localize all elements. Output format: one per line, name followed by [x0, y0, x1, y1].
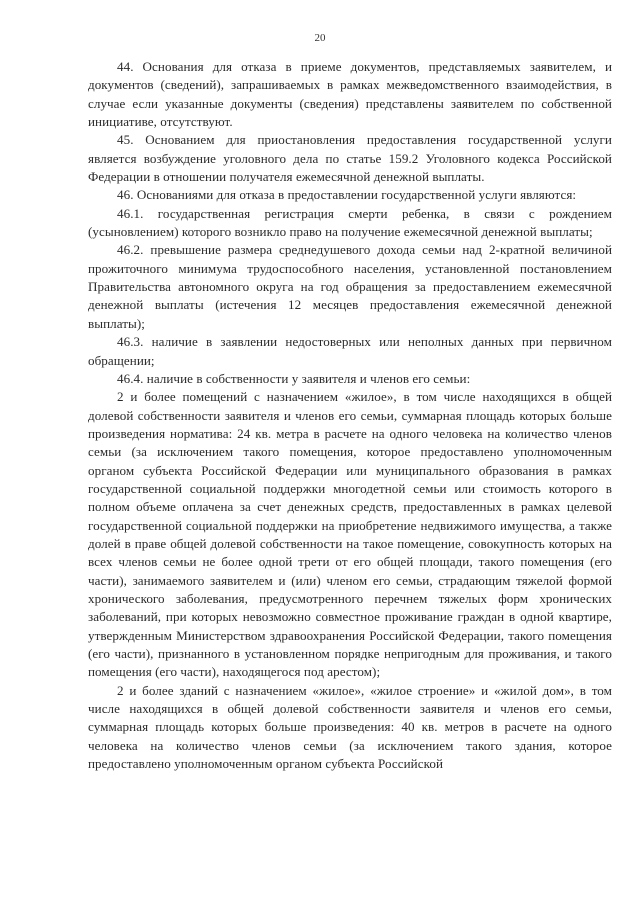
- paragraph-46-4: 46.4. наличие в собственности у заявителя и членов его семьи:: [117, 370, 471, 386]
- paragraph-46-1: 46.1. государственная регистрация смерти ребенка, в связи с рождением (усыновлением) которого возникло право на получение ежемесячной денежной выплаты;: [88, 205, 612, 240]
- paragraph-buildings: 2 и более зданий с назначением «жилое», «жилое строение» и «жилой дом», в том числе находящихся в общей долевой собственности заявителя и членов его семьи, суммарная площадь которых больше произведения: 40 кв. метров в расчете на одного человека на количество членов семьи (за исключением такого здания, которое предоставлено уполномоченным органом субъекта Российской: [88, 682, 612, 772]
- page-number: 20: [314, 32, 326, 44]
- document-body: [88, 58, 612, 773]
- paragraph-45: 45. Основанием для приостановления предоставления государственной услуги является возбуждение уголовного дела по статье 159.2 Уголовного кодекса Российской Федерации в отношении получателя ежемесячной денежной выплаты.: [88, 132, 612, 185]
- paragraph-46: 46. Основаниями для отказа в предоставлении государственной услуги являются:: [117, 187, 577, 203]
- paragraph-46-3: 46.3. наличие в заявлении недостоверных или неполных данных при первичном обращении;: [88, 334, 612, 368]
- paragraph-46-2: 46.2. превышение размера среднедушевого дохода семьи над 2-кратной величиной прожиточного минимума трудоспособного населения, установленной постановлением Правительства автономного округа на год обращения за предоставлением ежемесячной денежной выплаты (истечения 12 месяцев предоставления ежемесячной денежной выплаты);: [88, 242, 612, 331]
- paragraph-premises: 2 и более помещений с назначением «жилое», в том числе находящихся в общей долевой собственности заявителя и членов его семьи, суммарная площадь которых больше произведения норматива: 24 кв. метра в расчете на одного человека на количество членов семьи (за исключением такого помещения, которое предоставлено уполномоченным органом субъекта Российской Федерации или муниципального образования в рамках государственной социальной поддержки многодетной семьи или стоимость которого в полном объеме оплачена за счет денежных средств, предоставленных в рамках целевой государственной социальной поддержки на приобретение недвижимого имущества, а также долей в праве общей долевой собственности на такое помещение, совокупность которых на всех членов семьи не более одной трети от его общей площади, такого помещения (его части), занимаемого заявителем и (или) членом его семьи, страдающим тяжелой формой хронического заболевания, предусмотренного перечнем тяжелых форм хронических заболеваний, при которых невозможно совместное проживание граждан в одной квартире, утвержденным Министерством здравоохранения Российской Федерации, такого помещения (его части), признанного в установленном порядке непригодным для проживания, и такого помещения (его части), находящегося под арестом);: [88, 389, 612, 680]
- paragraph-44: 44. Основания для отказа в приеме документов, представляемых заявителем, и документов (сведений), запрашиваемых в рамках межведомственного взаимодействия, в случае если указанные документы (сведения) представлены заявителем по собственной инициативе, отсутствуют.: [88, 59, 612, 130]
